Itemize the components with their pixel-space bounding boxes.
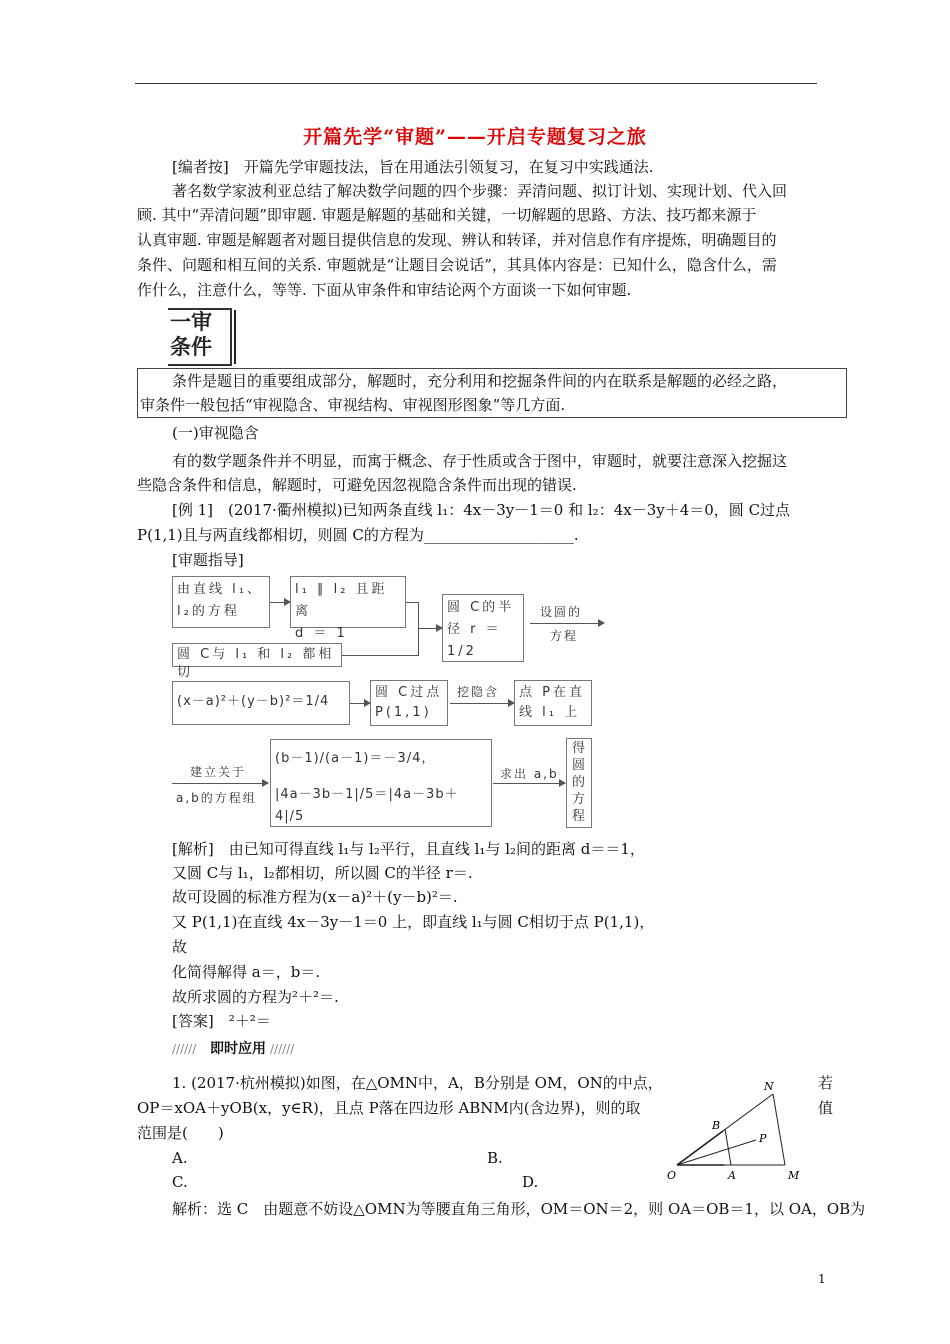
flow-text: 圆 C过点 [375, 685, 443, 700]
option-b: B. [487, 1149, 503, 1167]
option-c: C. [172, 1173, 188, 1191]
section-badge [168, 308, 232, 366]
flow-box-online [514, 680, 592, 726]
flow-text: P(1,1) [375, 705, 432, 720]
question-line: 若 [818, 1074, 834, 1092]
flow-text: d ＝ 1 [295, 626, 348, 641]
segment-ab [725, 1129, 731, 1165]
option-a: A. [172, 1149, 188, 1167]
flow-arrow [172, 783, 268, 784]
flow-text: 圆 C的半 [447, 600, 515, 615]
page-title: 开篇先学“审题”——开启专题复习之旅 [303, 126, 647, 148]
badge-bar [234, 310, 236, 364]
flow-text: 线 l₁ 上 [519, 705, 581, 720]
triangle-figure [660, 1080, 810, 1185]
badge-line2: 条件 [170, 335, 212, 359]
hatch-right: ////// [270, 1042, 295, 1056]
solution-line: 化简得解得 a＝，b＝. [172, 963, 321, 981]
question-line: OP＝xOA＋yOB(x，y∈R)，且点 P落在四边形 ABNM内(含边界)，则的取 [137, 1099, 641, 1117]
solution-line: 故所求圆的方程为²＋²＝. [172, 988, 339, 1006]
solution-line: 又圆 C与 l₁，l₂都相切，所以圆 C的半径 r＝. [172, 864, 473, 882]
flow-text: l₁ ∥ l₂ 且距离 [295, 582, 388, 619]
intro-line: 著名数学家波利亚总结了解决数学问题的四个步骤：弄清问题、拟订计划、实现计划、代入回 [172, 182, 788, 200]
editor-note: [编者按] 开篇先学审题技法，旨在用通法引领复习，在复习中实践通法. [172, 158, 654, 176]
example-line: [例 1] (2017·衢州模拟)已知两条直线 l₁：4x－3y－1＝0 和 l₂：4x－3y＋4＝0，圆 C过点 [172, 501, 791, 519]
flow-arrow [418, 628, 442, 629]
label-a: A [728, 1169, 736, 1182]
flow-box-radius [442, 594, 524, 662]
side-nm [773, 1094, 785, 1165]
guide-label: [审题指导] [172, 551, 244, 569]
flow-arrow [493, 783, 565, 784]
section-line: 些隐含条件和信息，解题时，可避免因忽视隐含条件而出现的错误. [137, 476, 577, 494]
flow-label: 方程 [550, 629, 579, 643]
option-d: D. [522, 1173, 539, 1191]
solution-line: 故可设圆的标准方程为(x－a)²＋(y－b)²＝. [172, 888, 458, 906]
flow-box-point [370, 680, 448, 726]
page-number: 1 [818, 1272, 826, 1286]
flow-box-result [566, 738, 592, 828]
vector-op [677, 1140, 756, 1165]
flow-box-lines: 由直线 l₁、l₂的方程 [172, 576, 270, 628]
flow-label: 求出 a,b [500, 767, 559, 781]
flow-arrow [350, 703, 370, 704]
flow-text: |4a－3b－1|/5＝|4a－3b＋4|/5 [275, 787, 459, 824]
flow-label: a,b的方程组 [176, 791, 257, 805]
example-line: P(1,1)且与两直线都相切，则圆 C的方程为____________________. [137, 526, 579, 544]
flow-text: 圆 [572, 758, 586, 773]
flow-text: 的 [572, 775, 586, 790]
flow-arrow [530, 623, 604, 624]
flow-connector [406, 602, 418, 603]
solution-line: 故 [172, 938, 188, 956]
flow-label: 设圆的 [540, 605, 583, 619]
flow-text: 方 [572, 792, 586, 807]
label-p: P [759, 1132, 767, 1145]
question-line: 范围是( ) [137, 1124, 224, 1142]
flow-connector [342, 655, 418, 656]
solution-line: [解析] 由已知可得直线 l₁与 l₂平行，且直线 l₁与 l₂间的距离 d＝＝1， [172, 840, 645, 858]
flow-label: 建立关于 [190, 765, 247, 779]
question-solution: 解析：选 C 由题意不妨设△OMN为等腰直角三角形，OM＝ON＝2，则 OA＝OB＝1，以 OA，OB为 [172, 1200, 866, 1218]
box-line: 审条件一般包括“审视隐含、审视结构、审视图形图象”等几方面. [140, 396, 566, 414]
flow-arrow [450, 703, 514, 704]
flow-connector [418, 602, 419, 656]
flow-text: 径 r ＝ 1/2 [447, 622, 502, 659]
header-rule [135, 83, 817, 84]
box-line: 条件是题目的重要组成部分，解题时，充分利用和挖掘条件间的内在联系是解题的必经之路， [172, 372, 788, 390]
intro-line: 认真审题. 审题是解题者对题目提供信息的发现、辨认和转译，并对信息作有序提炼，明确题目的 [137, 231, 777, 249]
hatch-left: ////// [172, 1042, 197, 1056]
badge-line1: 一审 [170, 310, 212, 334]
label-m: M [788, 1169, 800, 1182]
intro-line: 顾. 其中“弄清问题”即审题. 审题是解题的基础和关键，一切解题的思路、方法、技巧都来源于 [137, 206, 757, 224]
flow-arrow [270, 602, 290, 603]
section-heading: (一)审视隐含 [172, 424, 259, 442]
flow-box-equation: (x－a)²＋(y－b)²＝1/4 [172, 681, 350, 725]
section-line: 有的数学题条件并不明显，而寓于概念、存于性质或含于图中，审题时，就要注意深入挖掘这 [172, 452, 788, 470]
vector-ob [677, 1131, 723, 1165]
intro-line: 作什么，注意什么，等等. 下面从审条件和审结论两个方面谈一下如何审题. [137, 281, 632, 299]
flow-text: 得 [572, 741, 586, 756]
label-n: N [764, 1080, 774, 1093]
flow-box-parallel [290, 576, 406, 641]
label-o: O [667, 1169, 677, 1182]
label-b: B [712, 1119, 721, 1132]
flow-box-system [270, 739, 492, 827]
intro-line: 条件、问题和相互间的关系. 审题就是“让题目会说话”，其具体内容是：已知什么，隐含什么，需 [137, 256, 777, 274]
flow-box-tangent: 圆 C与 l₁ 和 l₂ 都相切 [172, 643, 342, 667]
flow-text: 点 P在直 [519, 685, 585, 700]
solution-line: 又 P(1,1)在直线 4x－3y－1＝0 上，即直线 l₁与圆 C相切于点 P(1,1)， [172, 913, 655, 931]
question-line: 1. (2017·杭州模拟)如图，在△OMN中，A，B分别是 OM，ON的中点， [172, 1074, 663, 1092]
flow-text: 程 [572, 809, 586, 824]
apply-label: 即时应用 [210, 1041, 266, 1057]
question-line: 值 [818, 1099, 834, 1117]
flow-label: 挖隐含 [457, 685, 500, 699]
flow-text: (b－1)/(a－1)＝－3/4， [275, 751, 436, 766]
answer-line: [答案] ²＋²＝ [172, 1012, 271, 1030]
